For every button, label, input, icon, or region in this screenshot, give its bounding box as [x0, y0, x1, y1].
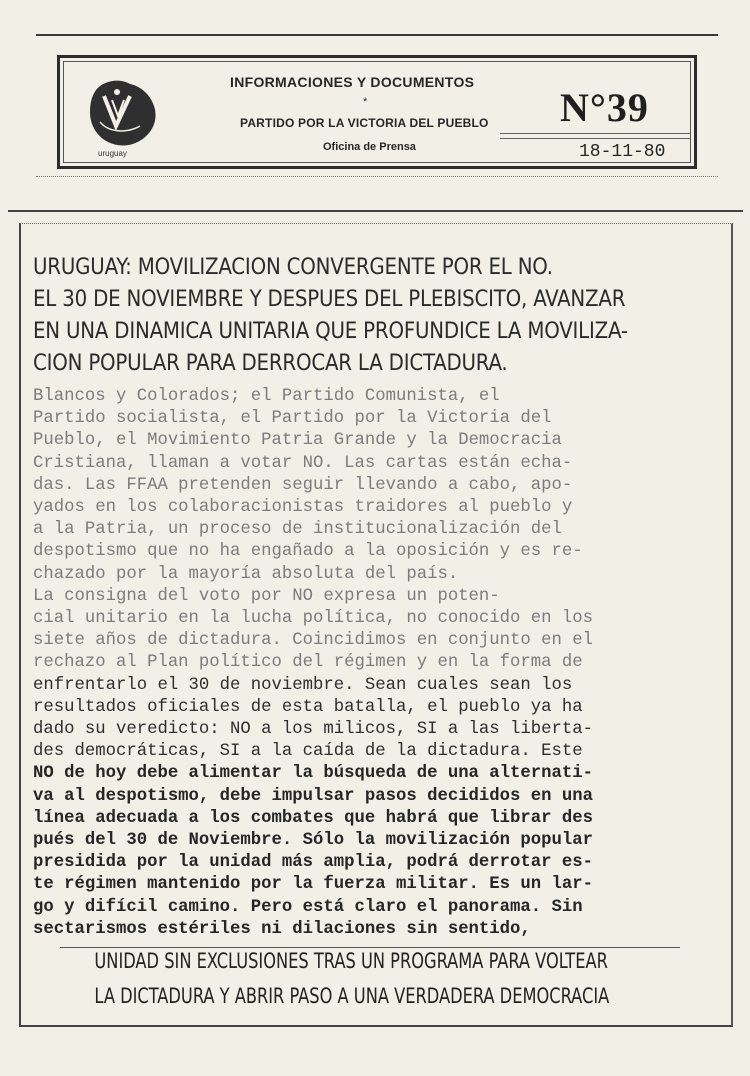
article-body	[33, 386, 730, 941]
body-line: presidida por la unidad más amplia, podrá derrotar es-	[33, 853, 594, 873]
slogan-line: LA DICTADURA Y ABRIR PASO A UNA VERDADERA DEMOCRACIA	[94, 984, 610, 1008]
body-line: Partido socialista, el Partido por la Victoria del	[33, 409, 552, 429]
closing-slogan	[60, 944, 619, 1014]
body-line: sectarismos estériles ni dilaciones sin sentido,	[33, 919, 531, 939]
body-line: go y difícil camino. Pero está claro el panorama. Sin	[33, 897, 583, 917]
issue-rule	[500, 138, 690, 139]
body-line: línea adecuada a los combates que habrá que librar des	[33, 808, 594, 828]
body-line: cial unitario en la lucha política, no conocido en los	[33, 609, 594, 629]
issue-rule	[500, 133, 690, 134]
slogan-line: UNIDAD SIN EXCLUSIONES TRAS UN PROGRAMA PARA VOLTEAR	[94, 949, 608, 973]
issue-number: N°39	[560, 85, 649, 130]
press-office: Oficina de Prensa	[323, 141, 416, 153]
body-line: a la Patria, un proceso de institucionalización del	[33, 520, 562, 540]
body-line: pués del 30 de Noviembre. Sólo la movilización popular	[33, 831, 594, 851]
headline-line: EL 30 DE NOVIEMBRE Y DESPUES DEL PLEBISCITO, AVANZAR	[33, 287, 626, 312]
masthead	[57, 55, 697, 169]
headline-line: CION POPULAR PARA DERROCAR LA DICTADURA.	[33, 351, 508, 376]
masthead-underline	[36, 176, 718, 177]
article-headline	[33, 252, 723, 380]
issue-date: 18-11-80	[579, 142, 666, 162]
body-line: das. Las FFAA pretenden seguir llevando a cabo, apo-	[33, 475, 573, 495]
body-line: enfrentarlo el 30 de noviembre. Sean cuales sean los	[33, 675, 573, 695]
body-line: despotismo que no ha engañado a la oposición y es re-	[33, 542, 583, 562]
body-line: Pueblo, el Movimiento Patria Grande y la Democracia	[33, 431, 562, 451]
headline-line: EN UNA DINAMICA UNITARIA QUE PROFUNDICE LA MOVILIZA-	[33, 319, 628, 344]
body-line: chazado por la mayoría absoluta del país.	[33, 564, 459, 584]
body-line: rechazo al Plan político del régimen y en la forma de	[33, 653, 583, 673]
body-line: NO de hoy debe alimentar la búsqueda de una alternati-	[33, 764, 594, 784]
party-logo-map	[86, 76, 160, 152]
body-line: resultados oficiales de esta batalla, el pueblo ya ha	[33, 697, 583, 717]
body-line: yados en los colaboracionistas traidores al pueblo y	[33, 498, 573, 518]
top-rule	[36, 34, 718, 36]
body-line: La consigna del voto por NO expresa un poten-	[33, 586, 500, 606]
title-separator: *	[363, 96, 368, 108]
body-line: te régimen mantenido por la fuerza militar. Es un lar-	[33, 875, 594, 895]
body-line: Cristiana, llaman a votar NO. Las cartas están echa-	[33, 453, 573, 473]
section-divider	[8, 210, 743, 212]
body-line: va al despotismo, debe impulsar pasos decididos en una	[33, 786, 594, 806]
headline-line: URUGUAY: MOVILIZACION CONVERGENTE POR EL NO.	[33, 255, 553, 280]
publication-title: INFORMACIONES Y DOCUMENTOS	[230, 74, 475, 90]
body-line: Blancos y Colorados; el Partido Comunista, el	[33, 387, 500, 406]
party-name: PARTIDO POR LA VICTORIA DEL PUEBLO	[240, 116, 489, 130]
body-line: dado su veredicto: NO a los milicos, SI a las liberta-	[33, 720, 594, 740]
body-line: des democráticas, SI a la caída de la dictadura. Este	[33, 742, 583, 762]
logo-caption: uruguay	[98, 149, 127, 158]
body-line: siete años de dictadura. Coincidimos en conjunto en el	[33, 631, 594, 651]
